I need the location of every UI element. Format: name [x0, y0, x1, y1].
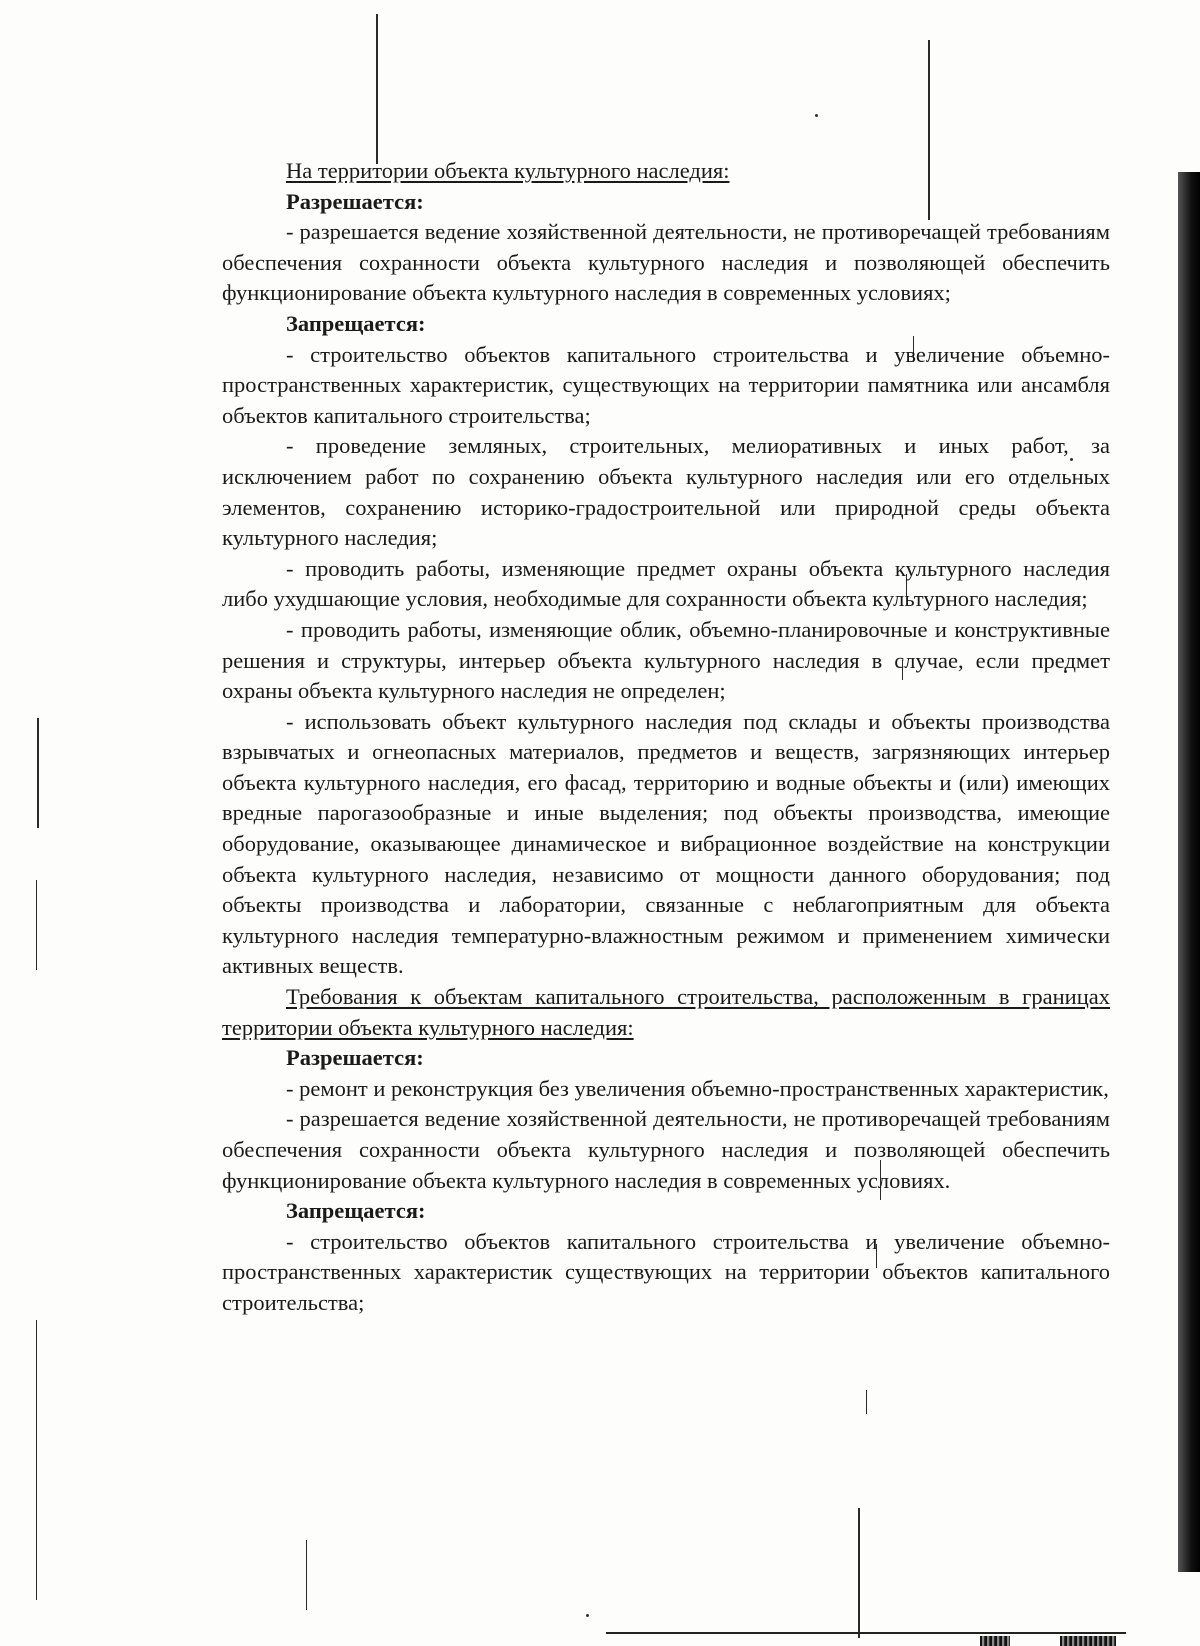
scan-artifact-smudge [980, 1636, 1010, 1646]
allowed-heading: Разрешается: [286, 1045, 424, 1071]
list-item: - разрешается ведение хозяйственной деятельности, не противоречащей требованиям обеспечения сохранности объекта культурного наследия и позволяющей обеспечить функционирование объекта культурного наследия в современных условиях. [222, 1106, 1110, 1193]
prohibited-heading: Запрещается: [286, 310, 426, 336]
scan-artifact-dot [586, 1614, 589, 1617]
section-title-text: Требования к объектам капитального строительства, расположенным в границах территории объекта культурного наследия: [222, 984, 1110, 1040]
list-item: - проводить работы, изменяющие облик, объемно-планировочные и конструктивные решения и структуры, интерьер объекта культурного наследия в случае, если предмет охраны объекта культурного наследия не определен; [222, 616, 1110, 704]
list-item: - разрешается ведение хозяйственной деятельности, не противоречащей требованиям обеспечения сохранности объекта культурного наследия и позволяющей обеспечить функционирование объекта культурного наследия в современных условиях; [222, 219, 1110, 306]
document-body [222, 156, 1110, 1319]
scan-artifact-smudge [1060, 1636, 1116, 1646]
scan-artifact-line [37, 718, 39, 828]
section-title [222, 982, 1110, 1043]
section-title-text: На территории объекта культурного наследия: [286, 158, 730, 183]
scan-artifact-line [858, 1508, 860, 1638]
allowed-heading: Разрешается: [286, 188, 424, 214]
prohibited-heading: Запрещается: [286, 1198, 426, 1224]
list-item: - строительство объектов капитального строительства и увеличение объемно-пространственных характеристик существующих на территории объектов капитального строительства; [222, 1228, 1110, 1315]
scan-artifact-dot [815, 114, 818, 117]
scan-edge-shadow [1178, 172, 1200, 1572]
scan-artifact-line [606, 1632, 1126, 1634]
list-item: - использовать объект культурного наследия под склады и объекты производства взрывчатых и огнеопасных материалов, предметов и веществ, загрязняющих интерьер объекта культурного наследия, его фасад, территорию и водные объекты и (или) имеющих вредные парогазообразные и иные выделения; под объекты производства, имеющие оборудование, оказывающее динамическое и вибрационное воздействие на конструкции объекта культурного наследия, независимо от мощности данного оборудования; под объекты производства и лаборатории, связанные с неблагоприятным для объекта культурного наследия температурно-влажностным режимом и применением химически активных веществ. [222, 708, 1110, 979]
list-item: - ремонт и реконструкция без увеличения объемно-пространственных характеристик, [286, 1075, 1109, 1101]
section-title [222, 156, 1110, 187]
list-item: - проводить работы, изменяющие предмет охраны объекта культурного наследия либо ухудшающие условия, необходимые для сохранности объекта культурного наследия; [222, 555, 1110, 612]
scan-artifact-line [376, 14, 378, 164]
scan-artifact-line [306, 1540, 307, 1610]
scan-artifact-line [36, 880, 37, 970]
scan-artifact-line [36, 1320, 37, 1600]
scan-artifact-line [866, 1390, 867, 1414]
list-item: - проведение земляных, строительных, мелиоративных и иных работ, за исключением работ по сохранению объекта культурного наследия или его отдельных элементов, сохранению историко-градостроительной или природной среды объекта культурного наследия; [222, 433, 1110, 551]
list-item: - строительство объектов капитального строительства и увеличение объемно-пространственных характеристик, существующих на территории памятника или ансамбля объектов капитального строительства; [222, 341, 1110, 428]
